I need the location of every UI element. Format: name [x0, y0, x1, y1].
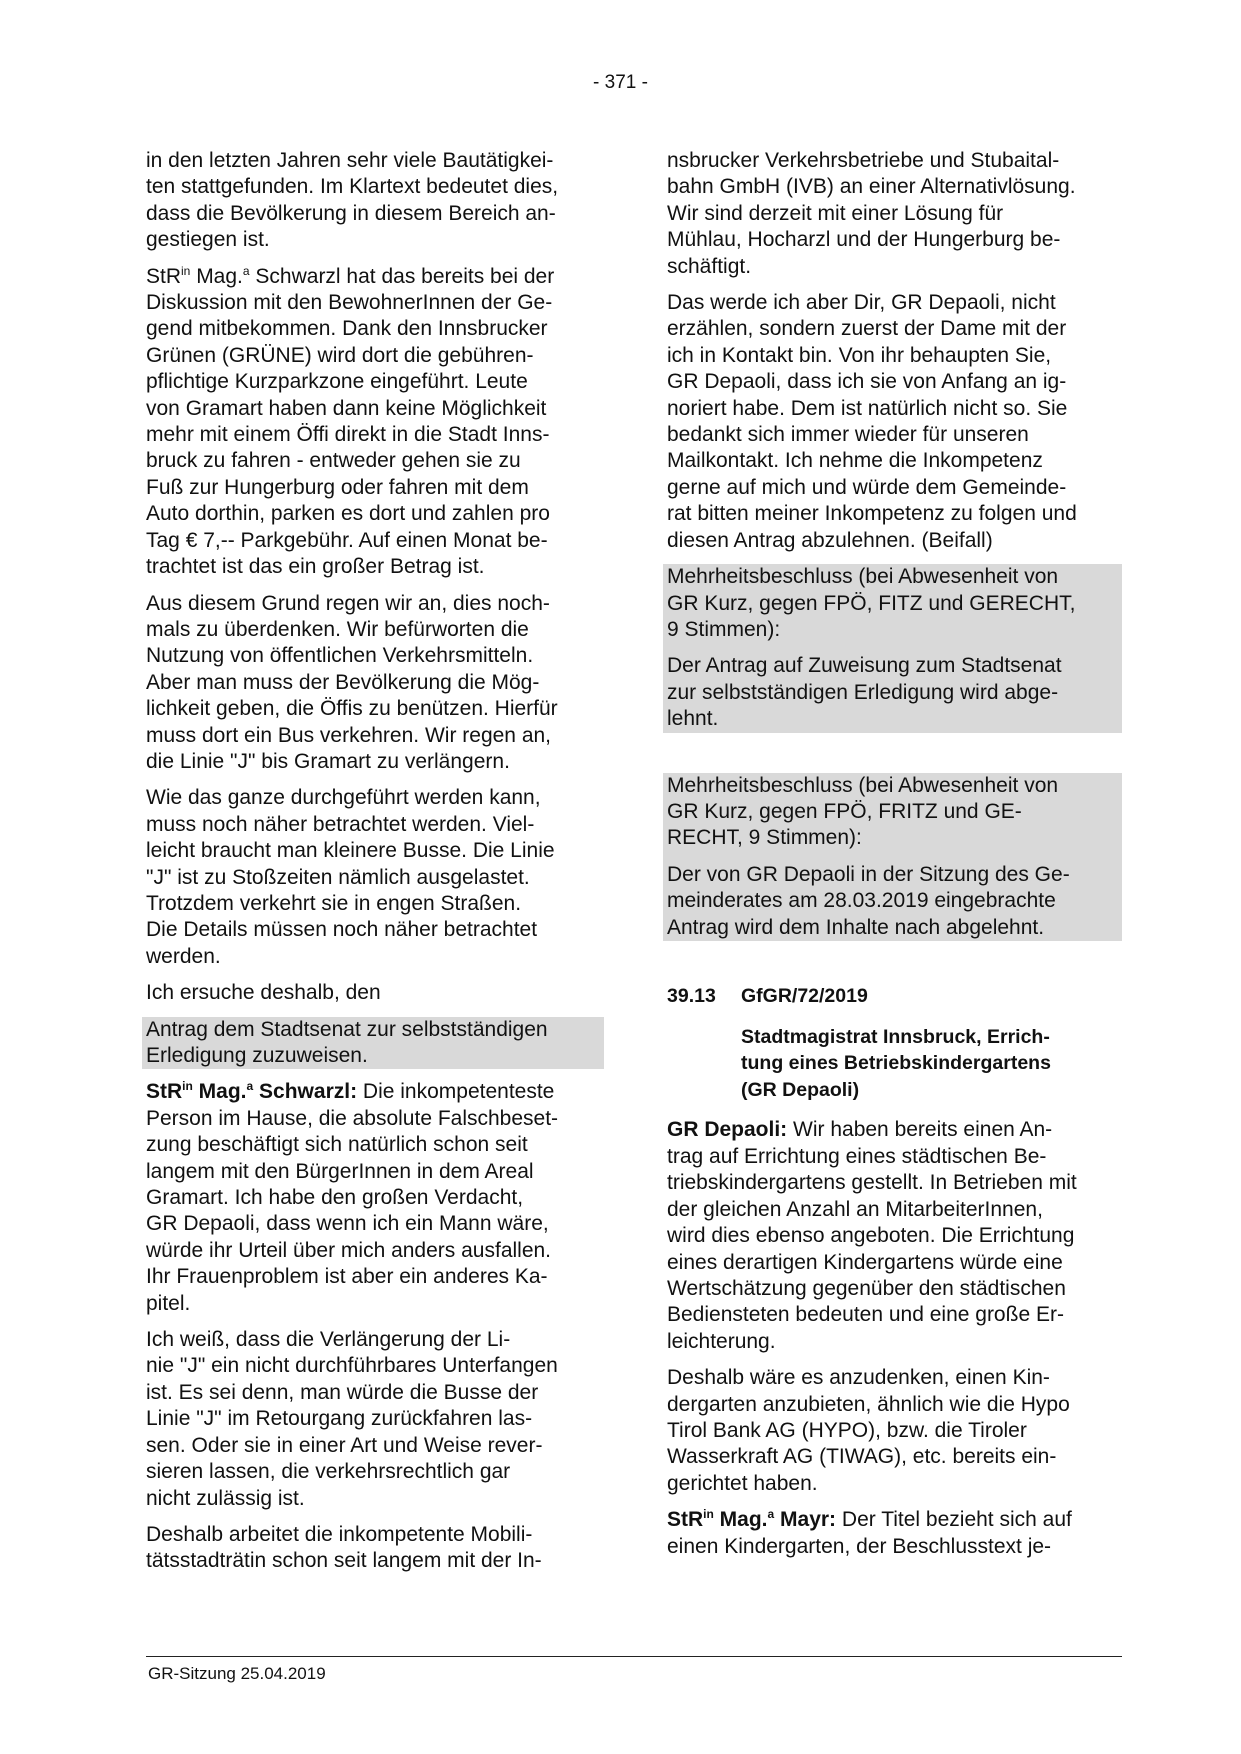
text-line: trag auf Errichtung eines städtischen Be- [667, 1144, 1047, 1168]
text-line: leicht braucht man kleinere Busse. Die Linie [146, 839, 555, 863]
page-number: - 371 - [593, 72, 648, 93]
superscript: a [767, 1507, 775, 1522]
text-line: eines derartigen Kindergartens würde eine [667, 1250, 1063, 1274]
text-line: noriert habe. Dem ist natürlich nicht so. Sie [667, 396, 1068, 420]
text-line: GR Depaoli, dass ich sie von Anfang an ig- [667, 370, 1067, 394]
resolution-box [663, 773, 1122, 941]
text-line: Die Details müssen noch näher betrachtet [146, 918, 538, 942]
paragraph [146, 1522, 604, 1575]
agenda-item-heading [667, 983, 1122, 1010]
text-line: Linie "J" im Retourgang zurückfahren las- [146, 1407, 533, 1431]
text-line: langem mit den BürgerInnen in dem Areal [146, 1159, 534, 1183]
spacer [667, 733, 1122, 773]
footer-divider [146, 1656, 1122, 1657]
text-line: Deshalb wäre es anzudenken, einen Kin- [667, 1366, 1050, 1390]
text-line: bedankt sich immer wieder für unseren [667, 423, 1029, 447]
text-line: würde ihr Urteil über mich anders ausfallen. [146, 1238, 552, 1262]
speaker-title: StR [146, 1080, 183, 1104]
text-line: Der von GR Depaoli in der Sitzung des Ge- [667, 862, 1070, 886]
superscript: in [703, 1507, 714, 1522]
paragraph [667, 1365, 1122, 1497]
text-line [146, 264, 604, 290]
text-line: meinderates am 28.03.2019 eingebrachte [667, 889, 1056, 913]
paragraph [146, 1079, 604, 1317]
paragraph [667, 290, 1122, 554]
text-line: GR Kurz, gegen FPÖ, FRITZ und GE- [667, 799, 1022, 823]
text-line [667, 1507, 1122, 1533]
text-line: in den letzten Jahren sehr viele Bautätigkei- [146, 149, 554, 172]
speaker-title: Mag. [713, 1508, 768, 1532]
text-line: Aus diesem Grund regen wir an, dies noch- [146, 591, 550, 615]
text-line: Antrag dem Stadtsenat zur selbstständigen [146, 1017, 548, 1041]
text-line: Mühlau, Hocharzl und der Hungerburg be- [667, 228, 1061, 252]
paragraph [667, 148, 1122, 280]
paragraph [146, 591, 604, 776]
text-line: muss noch näher betrachtet werden. Viel- [146, 812, 535, 836]
text-line: zur selbstständigen Erledigung wird abge- [667, 680, 1059, 704]
speaker-title: Mag. [192, 1080, 247, 1104]
text-line: muss dort ein Bus verkehren. Wir regen an, [146, 723, 552, 747]
left-column [146, 148, 604, 1585]
text-line: diesen Antrag abzulehnen. (Beifall) [667, 528, 993, 552]
text-line: Stadtmagistrat Innsbruck, Errich- [741, 1025, 1050, 1048]
text-line: "J" ist zu Stoßzeiten nämlich ausgelastet. [146, 865, 530, 889]
resolution-vote [667, 773, 1118, 852]
text-line: tätsstadträtin schon seit langem mit der In- [146, 1549, 542, 1573]
text-line: Ich weiß, dass die Verlängerung der Li- [146, 1328, 511, 1352]
text-line: gerne auf mich und würde dem Gemeinde- [667, 475, 1067, 499]
speaker-name: Schwarzl: [253, 1080, 358, 1104]
text-line: Mehrheitsbeschluss (bei Abwesenheit von [667, 773, 1059, 797]
speaker-title: StR [146, 264, 182, 288]
text-line: bruck zu fahren - entweder gehen sie zu [146, 449, 521, 473]
text-line: Fuß zur Hungerburg oder fahren mit dem [146, 475, 529, 499]
text-line: dergarten anzubieten, ähnlich wie die Hypo [667, 1392, 1070, 1416]
agenda-item-title [741, 1024, 1122, 1104]
text-line: Mehrheitsbeschluss (bei Abwesenheit von [667, 565, 1059, 589]
text-line: sieren lassen, die verkehrsrechtlich gar [146, 1460, 511, 1484]
text-line: Ich ersuche deshalb, den [146, 981, 381, 1005]
text-line: pflichtige Kurzparkzone eingeführt. Leute [146, 370, 528, 394]
text-line: lichkeit geben, die Öffis zu benützen. Hierfür [146, 697, 558, 721]
text-line: Wasserkraft AG (TIWAG), etc. bereits ein- [667, 1445, 1057, 1469]
text-line: nie "J" ein nicht durchführbares Unterfangen [146, 1354, 558, 1378]
text-line [667, 1117, 1122, 1143]
text-line: 9 Stimmen): [667, 617, 781, 641]
text-line: dass die Bevölkerung in diesem Bereich an- [146, 201, 556, 225]
text-line: der gleichen Anzahl an MitarbeiterInnen, [667, 1197, 1043, 1221]
text-line: Diskussion mit den BewohnerInnen der Ge- [146, 291, 553, 315]
resolution-vote [667, 564, 1118, 643]
text-line: Grünen (GRÜNE) wird dort die gebühren- [146, 343, 534, 367]
text-line: Gramart. Ich habe den großen Verdacht, [146, 1186, 524, 1210]
text-line: triebskindergartens gestellt. In Betrieben mit [667, 1171, 1077, 1195]
text-line: nsbrucker Verkehrsbetriebe und Stubaital- [667, 149, 1060, 172]
paragraph [146, 148, 604, 254]
superscript: a [246, 1079, 254, 1094]
text-line: Ihr Frauenproblem ist aber ein anderes Ka- [146, 1265, 548, 1289]
text-line [146, 1079, 604, 1105]
text-line: rat bitten meiner Inkompetenz zu folgen und [667, 502, 1077, 526]
text-line: gend mitbekommen. Dank den Innsbrucker [146, 317, 548, 341]
text-line: Auto dorthin, parken es dort und zahlen pro [146, 502, 550, 526]
text-line: ten stattgefunden. Im Klartext bedeutet dies, [146, 175, 559, 199]
text-run: Die inkompetenteste [357, 1080, 555, 1104]
text-line: Nutzung von öffentlichen Verkehrsmitteln. [146, 644, 534, 668]
text-line: einen Kindergarten, der Beschlusstext je- [667, 1534, 1052, 1558]
text-line: leichterung. [667, 1329, 776, 1353]
text-line: ist. Es sei denn, man würde die Busse der [146, 1380, 539, 1404]
paragraph [146, 1327, 604, 1512]
agenda-item-number: 39.13 [667, 984, 716, 1007]
text-line: wird dies ebenso angeboten. Die Errichtung [667, 1224, 1075, 1248]
resolution-text [667, 653, 1118, 732]
speaker-name: GR Depaoli: [667, 1118, 788, 1142]
text-line: Tirol Bank AG (HYPO), bzw. die Tiroler [667, 1418, 1027, 1442]
text-line: Person im Hause, die absolute Falschbeset- [146, 1106, 559, 1130]
text-line: Antrag wird dem Inhalte nach abgelehnt. [667, 915, 1045, 939]
paragraph [146, 980, 604, 1006]
text-run: Schwarzl hat das bereits bei der [249, 264, 555, 288]
spacer [667, 941, 1122, 983]
paragraph [146, 785, 604, 970]
text-line: Wertschätzung gegenüber den städtischen [667, 1276, 1066, 1300]
text-line: Wir sind derzeit mit einer Lösung für [667, 201, 1004, 225]
text-line: Erledigung zuzuweisen. [146, 1044, 368, 1067]
text-line: Trotzdem verkehrt sie in engen Straßen. [146, 891, 522, 915]
text-line: Der Antrag auf Zuweisung zum Stadtsenat [667, 654, 1062, 678]
text-line: GR Depaoli, dass wenn ich ein Mann wäre, [146, 1212, 549, 1236]
text-line: mehr mit einem Öffi direkt in die Stadt Inns- [146, 423, 550, 447]
speaker-title: Mag. [190, 264, 243, 288]
text-line: gestiegen ist. [146, 228, 270, 252]
text-line: lehnt. [667, 707, 719, 731]
text-line: Das werde ich aber Dir, GR Depaoli, nicht [667, 291, 1056, 315]
text-line: trachtet ist das ein großer Betrag ist. [146, 555, 485, 579]
text-line: Deshalb arbeitet die inkompetente Mobili- [146, 1522, 533, 1546]
paragraph [146, 264, 604, 581]
text-line: sen. Oder sie in einer Art und Weise rever- [146, 1433, 543, 1457]
text-line: von Gramart haben dann keine Möglichkeit [146, 396, 547, 420]
superscript: in [181, 263, 191, 278]
text-line: die Linie "J" bis Gramart zu verlängern. [146, 749, 510, 773]
resolution-text [667, 862, 1118, 941]
text-line: gerichtet haben. [667, 1471, 818, 1495]
text-line: schäftigt. [667, 254, 752, 278]
right-column [667, 148, 1122, 1570]
text-line: nicht zulässig ist. [146, 1486, 305, 1510]
text-line: Aber man muss der Bevölkerung die Mög- [146, 670, 540, 694]
speaker-title: StR [667, 1508, 704, 1532]
text-line: bahn GmbH (IVB) an einer Alternativlösung. [667, 175, 1076, 199]
footer-session-date: GR-Sitzung 25.04.2019 [148, 1664, 326, 1683]
text-run: Der Titel bezieht sich auf [836, 1508, 1072, 1532]
text-line: werden. [146, 944, 221, 968]
paragraph [667, 1507, 1122, 1560]
agenda-item-code: GfGR/72/2019 [741, 984, 868, 1007]
text-line: zung beschäftigt sich natürlich schon seit [146, 1133, 528, 1157]
superscript: a [242, 263, 250, 278]
text-line: mals zu überdenken. Wir befürworten die [146, 617, 529, 641]
text-line: ich in Kontakt bin. Von ihr behaupten Sie, [667, 343, 1052, 367]
text-run: Wir haben bereits einen An- [787, 1118, 1053, 1142]
text-line: GR Kurz, gegen FPÖ, FITZ und GERECHT, [667, 591, 1076, 615]
superscript: in [182, 1079, 193, 1094]
text-line: RECHT, 9 Stimmen): [667, 826, 862, 850]
text-line: tung eines Betriebskindergartens [741, 1052, 1051, 1075]
text-line: Bediensteten bedeuten und eine große Er- [667, 1303, 1064, 1327]
text-line: pitel. [146, 1291, 191, 1315]
text-line: (GR Depaoli) [741, 1078, 860, 1101]
resolution-box [663, 564, 1122, 732]
text-line: Tag € 7,-- Parkgebühr. Auf einen Monat be- [146, 528, 548, 552]
highlighted-motion [142, 1017, 604, 1070]
text-line: Wie das ganze durchgeführt werden kann, [146, 786, 541, 810]
paragraph [667, 1117, 1122, 1355]
text-line: Mailkontakt. Ich nehme die Inkompetenz [667, 449, 1043, 473]
text-line: erzählen, sondern zuerst der Dame mit der [667, 317, 1067, 341]
speaker-name: Mayr: [774, 1508, 837, 1532]
